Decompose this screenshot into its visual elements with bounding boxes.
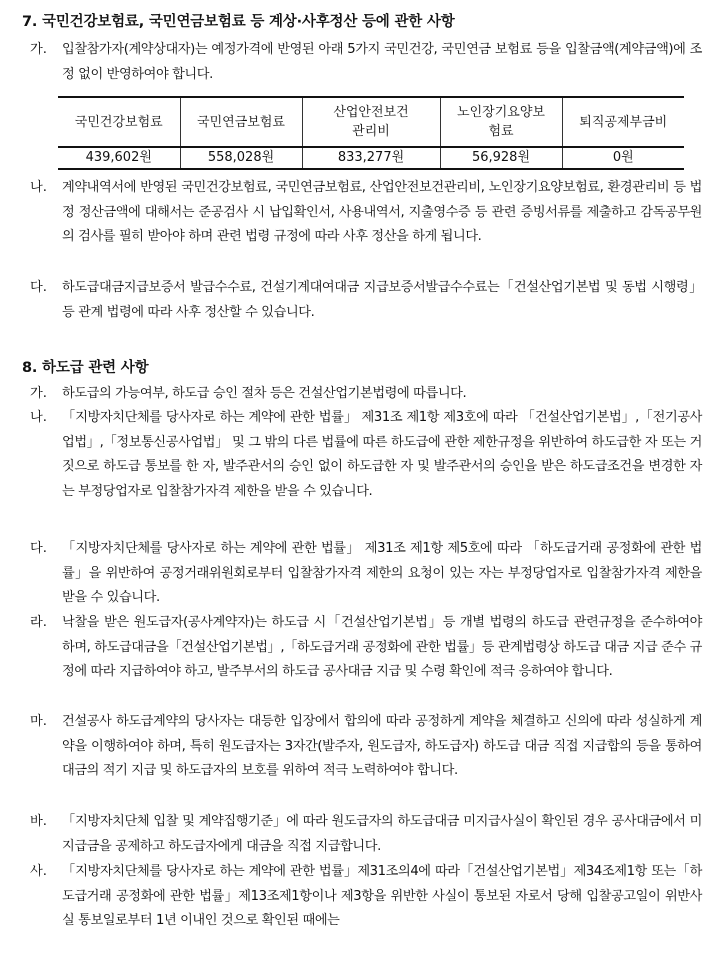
table-cell: 56,928원 <box>440 147 562 169</box>
item-marker: 다. <box>30 280 47 295</box>
item-marker: 마. <box>30 714 47 729</box>
table-header-row <box>58 97 684 147</box>
section-7-item-na <box>30 176 702 250</box>
section-7-item-ga <box>30 38 702 87</box>
item-marker: 가. <box>30 386 47 401</box>
section-8-item <box>30 382 702 407</box>
section-8-item <box>30 406 702 504</box>
table-header-cell: 산업안전보건관리비 <box>302 97 440 147</box>
item-marker: 사. <box>30 864 47 879</box>
item-marker: 라. <box>30 615 47 630</box>
section-8-title: 8. 하도급 관련 사항 <box>22 360 149 376</box>
table-cell: 0원 <box>562 147 684 169</box>
table-cell: 439,602원 <box>58 147 180 169</box>
table-cell: 558,028원 <box>180 147 302 169</box>
item-text: 「지방자치단체를 당사자로 하는 계약에 관한 법률」 제31조 제1항 제5호에 따라 「하도급거래 공정화에 관한 법률」을 위반하여 공정거래위원회로부터 입찰참가자격 제한의 요청이 있는 자는 부정당업자로 입찰참가자격 제한을 받을 수 있습니다. <box>62 541 702 605</box>
item-text: 하도급대금지급보증서 발급수수료, 건설기계대여대금 지급보증서발급수수료는「건설산업기본법 및 동법 시행령」등 관계 법령에 따라 사후 정산할 수 있습니다. <box>62 280 702 320</box>
item-text: 「지방자치단체 입찰 및 계약집행기준」에 따라 원도급자의 하도급대금 미지급사실이 확인된 경우 공사대금에서 미지급금을 공제하고 하도급자에게 대금을 직접 지급합니다. <box>62 814 702 854</box>
item-text: 낙찰을 받은 원도급자(공사계약자)는 하도급 시「건설산업기본법」등 개별 법령의 하도급 관련규정을 준수하여야 하며, 하도급대금을「건설산업기본법」,「하도급거래 공정화에 관한 법률」등 관계법령상 하도급 대금 지급 준수 규정에 따라 지급하여야 하고, 발주부서의 하도급 공사대금 지급 및 수령 확인에 적극 응하여야 합니다. <box>62 615 702 679</box>
table-header-cell: 국민건강보험료 <box>58 97 180 147</box>
item-marker: 나. <box>30 180 47 195</box>
section-8-item <box>30 537 702 611</box>
table-cell: 833,277원 <box>302 147 440 169</box>
item-marker: 나. <box>30 410 47 425</box>
section-8-item <box>30 860 702 934</box>
section-8-item <box>30 710 702 784</box>
table-row <box>58 147 684 169</box>
item-marker: 가. <box>30 42 47 57</box>
item-text: 계약내역서에 반영된 국민건강보험료, 국민연금보험료, 산업안전보건관리비, 노인장기요양보험료, 환경관리비 등 법정 정산금액에 대해서는 준공검사 시 납입확인서, 사용내역서, 지출영수증 등 관련 증빙서류를 제출하고 감독공무원의 검사를 필히 받아야 하며 관련 법령 규정에 따라 사후 정산을 하게 됩니다. <box>62 180 702 244</box>
insurance-cost-table <box>58 96 684 170</box>
item-marker: 바. <box>30 814 47 829</box>
section-7-title: 7. 국민건강보험료, 국민연금보험료 등 계상·사후정산 등에 관한 사항 <box>22 14 455 30</box>
item-marker: 다. <box>30 541 47 556</box>
section-8-item <box>30 611 702 685</box>
section-7-item-da <box>30 276 702 325</box>
item-text: 「지방자치단체를 당사자로 하는 계약에 관한 법률」 제31조 제1항 제3호에 따라 「건설산업기본법」,「전기공사업법」,「정보통신공사업법」 및 그 밖의 다른 법률에 따른 하도급에 관한 제한규정을 위반하여 하도급한 자 또는 거짓으로 하도급 통보를 한 자, 발주관서의 승인 없이 하도급한 자 및 발주관서의 승인을 받은 하도급조건을 변경한 자는 부정당업자로 입찰참가자격 제한을 받을 수 있습니다. <box>62 410 702 499</box>
table-header-cell: 퇴직공제부금비 <box>562 97 684 147</box>
item-text: 건설공사 하도급계약의 당사자는 대등한 입장에서 합의에 따라 공정하게 계약을 체결하고 신의에 따라 성실하게 계약을 이행하여야 하며, 특히 원도급자는 3자간(발주자, 원도급자, 하도급자) 하도급 대금 직접 지급합의 등을 통하여 대금의 적기 지급 및 하도급자의 보호를 위하여 적극 노력하여야 합니다. <box>62 714 702 778</box>
table-header-cell: 국민연금보험료 <box>180 97 302 147</box>
table-header-cell: 노인장기요양보험료 <box>440 97 562 147</box>
item-text: 「지방자치단체를 당사자로 하는 계약에 관한 법률」제31조의4에 따라「건설산업기본법」제34조제1항 또는「하도급거래 공정화에 관한 법률」제13조제1항이나 제3항을 위반한 사실이 통보된 자로서 당해 입찰공고일이 위반사실 통보일로부터 1년 이내인 것으로 확인된 때에는 <box>62 864 702 928</box>
item-text: 입찰참가자(계약상대자)는 예정가격에 반영된 아래 5가지 국민건강, 국민연금 보험료 등을 입찰금액(계약금액)에 조정 없이 반영하여야 합니다. <box>62 42 702 82</box>
item-text: 하도급의 가능여부, 하도급 승인 절차 등은 건설산업기본법령에 따릅니다. <box>62 386 467 401</box>
section-8-item <box>30 810 702 859</box>
